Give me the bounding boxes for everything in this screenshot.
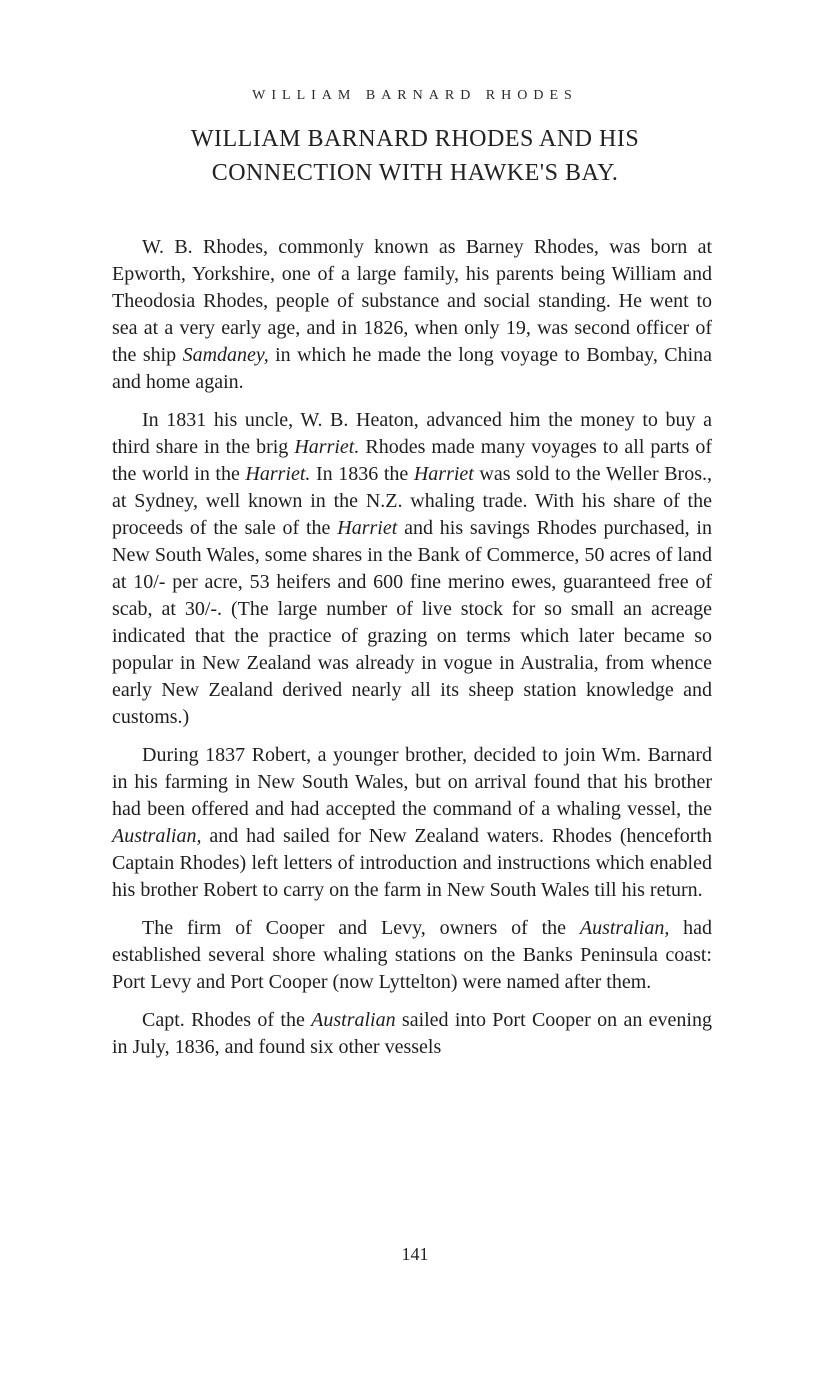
running-head: WILLIAM BARNARD RHODES (252, 88, 578, 103)
paragraph-text: The firm of Cooper and Levy, owners of the (142, 917, 580, 939)
ship-name: Australian, (112, 825, 202, 847)
ship-name: Harriet. (245, 463, 311, 485)
paragraph-text: had established several shore whaling stations on the Banks Peninsula coast: Port Levy and Port Cooper (now Lyttelton) were named after them. (112, 917, 712, 993)
ship-name: Australian, (579, 917, 670, 939)
paragraph (112, 234, 712, 396)
paragraph-text: in which he made the long voyage to Bombay, China and home again. (112, 344, 713, 393)
chapter-title-line-2: CONNECTION WITH HAWKE'S BAY. (211, 160, 619, 186)
ship-name: Samdaney, (182, 344, 269, 366)
paragraph-text: In 1831 his uncle, W. B. Heaton, advanced him the money to buy a third share in the brig (112, 409, 712, 458)
body-text (112, 234, 712, 1072)
chapter-title-line-1: WILLIAM BARNARD RHODES AND HIS (190, 126, 640, 152)
paragraph-text: sailed into Port Cooper on an evening in July, 1836, and found six other vessels (112, 1009, 712, 1058)
page-number: 141 (401, 1244, 429, 1264)
paragraph-text: and had sailed for New Zealand waters. Rhodes (henceforth Captain Rhodes) left letters of introduction and instructions which enabled his brother Robert to carry on the farm in New South Wales till his return. (112, 825, 712, 901)
paragraph-text: and his savings Rhodes purchased, in New South Wales, some shares in the Bank of Commerce, 50 acres of land at 10/- per acre, 53 heifers and 600 fine merino ewes, guaranteed free of scab, at 30/-. (The large number of live stock for so small an acreage indicated that the practice of grazing on terms which later became so popular in New Zealand was already in vogue in Australia, from whence early New Zealand derived nearly all its sheep station knowledge and customs.) (112, 517, 712, 728)
paragraph (112, 742, 712, 904)
paragraph (112, 1007, 712, 1061)
paragraph-text: was sold to the Weller Bros., at Sydney, well known in the N.Z. whaling trade. With his share of the proceeds of the sale of the (112, 463, 712, 539)
paragraph (112, 407, 712, 731)
ship-name: Australian (311, 1009, 396, 1031)
ship-name: Harriet (337, 517, 398, 539)
chapter-title (0, 122, 830, 190)
paragraph-text: Capt. Rhodes of the (142, 1009, 312, 1031)
paragraph (112, 915, 712, 996)
ship-name: Harriet (413, 463, 474, 485)
paragraph-text: W. B. Rhodes, commonly known as Barney Rhodes, was born at Epworth, Yorkshire, one of a large family, his parents being William and Theodosia Rhodes, people of substance and social standing. He went to sea at a very early age, and in 1826, when only 19, was second officer of the ship (112, 236, 712, 366)
paragraph-text: In 1836 the (310, 463, 414, 485)
paragraph-text: During 1837 Robert, a younger brother, decided to join Wm. Barnard in his farming in New South Wales, but on arrival found that his brother had been offered and had accepted the command of a whaling vessel, the (112, 744, 712, 820)
paragraph-text: Rhodes made many voyages to all parts of the world in the (112, 436, 712, 485)
ship-name: Harriet. (294, 436, 360, 458)
